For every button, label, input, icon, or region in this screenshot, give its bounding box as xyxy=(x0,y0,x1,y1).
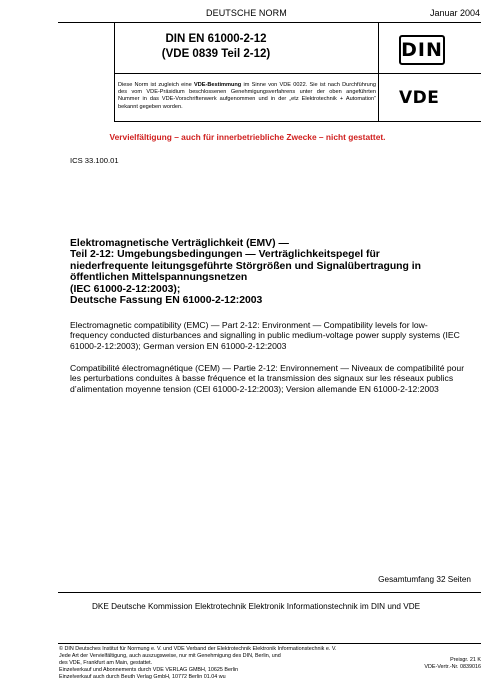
note-text-bold: VDE-Bestimmung xyxy=(193,82,242,88)
dke-commission: DKE Deutsche Kommission Elektrotechnik Elektronik Informationstechnik im DIN und VDE xyxy=(92,602,421,611)
title-english: Electromagnetic compatibility (EMC) — Part 2-12: Environment — Compatibility levels for low-frequency conducted disturbances and signalling in public medium-voltage power supply systems (IEC 61000-2-12:2003); German version EN 61000-2-12:2003 xyxy=(70,320,460,351)
standard-type: DEUTSCHE NORM xyxy=(206,8,287,18)
dke-top-rule xyxy=(58,592,481,593)
title-german-line: Teil 2-12: Umgebungsbedingungen — Verträglichkeitspegel für xyxy=(70,249,380,261)
footer-rule xyxy=(58,643,481,644)
title-german-line: (IEC 61000-2-12:2003); xyxy=(70,283,181,295)
reproduction-notice: Vervielfältigung – auch für innerbetriebliche Zwecke – nicht gestattet. xyxy=(109,132,386,142)
note-separator xyxy=(114,121,481,122)
title-french: Compatibilité électromagnétique (CEM) — Partie 2-12: Environnement — Niveaux de compatibilité pour les perturbations conduites à basse fréquence et la transmission des signaux sur les réseaux publics d’alimentation moyenne tension (CEI 61000-2-12:2003); Version allemande EN 61000-2-12:2003 xyxy=(70,363,465,394)
din-logo xyxy=(399,35,445,65)
copyright-line: des VDE, Frankfurt am Main, gestattet. xyxy=(59,659,153,666)
logo-divider xyxy=(378,22,379,122)
price-group: Preisgr. 21 K xyxy=(450,657,481,663)
top-rule xyxy=(58,22,481,23)
vde-note xyxy=(118,82,376,111)
note-text-before: Diese Norm ist zugleich eine xyxy=(118,82,194,88)
vde-contract-number: VDE-Vertr.-Nr. 0839016 xyxy=(424,663,481,670)
copyright-line: Einzelverkauf und Abonnements durch VDE VERLAG GMBH, 10625 Berlin xyxy=(59,666,239,673)
copyright-line: Jede Art der Vervielfältigung, auch auszugsweise, nur mit Genehmigung des DIN, Berlin, und xyxy=(59,652,281,659)
copyright-line: © DIN Deutsches Institut für Normung e. V. und VDE Verband der Elektrotechnik Elektronik Informationstechnik e. V. xyxy=(59,646,337,652)
vde-classification: (VDE 0839 Teil 2-12) xyxy=(161,48,271,60)
din-logo-text: DIN xyxy=(401,39,443,61)
title-german-line: öffentlichen Mittelspannungsnetzen xyxy=(70,272,248,284)
note-text-after: im Sinne von VDE 0022. Sie ist nach Durchführung des vom VDE-Präsidium beschlossenen Genehmigungsverfahrens unter der oben angeführten Nummer in das VDE-Vorschriftenwerk aufgenommen und in der „etz Elektrotechnik + Automation“ bekannt gegeben worden. xyxy=(118,82,377,110)
left-divider xyxy=(114,22,115,122)
copyright-line: Einzelverkauf auch durch Beuth Verlag GmbH, 10772 Berlin 01.04 wu xyxy=(59,673,226,680)
document-number: DIN EN 61000-2-12 xyxy=(165,33,267,45)
title-german-line: niederfrequente leitungsgeführte Störgrößen und Signalübertragung in xyxy=(70,260,421,272)
copyright-notice xyxy=(59,646,359,681)
title-separator xyxy=(114,73,481,74)
vde-logo: VDE xyxy=(399,88,440,108)
ics-code: ICS 33.100.01 xyxy=(70,156,119,165)
title-german xyxy=(70,238,470,306)
total-pages: Gesamtumfang 32 Seiten xyxy=(378,575,471,584)
price-info xyxy=(424,657,481,671)
title-german-line: Deutsche Fassung EN 61000-2-12:2003 xyxy=(70,295,263,307)
publication-date: Januar 2004 xyxy=(429,8,480,18)
title-german-line: Elektromagnetische Verträglichkeit (EMV) — xyxy=(70,238,289,249)
